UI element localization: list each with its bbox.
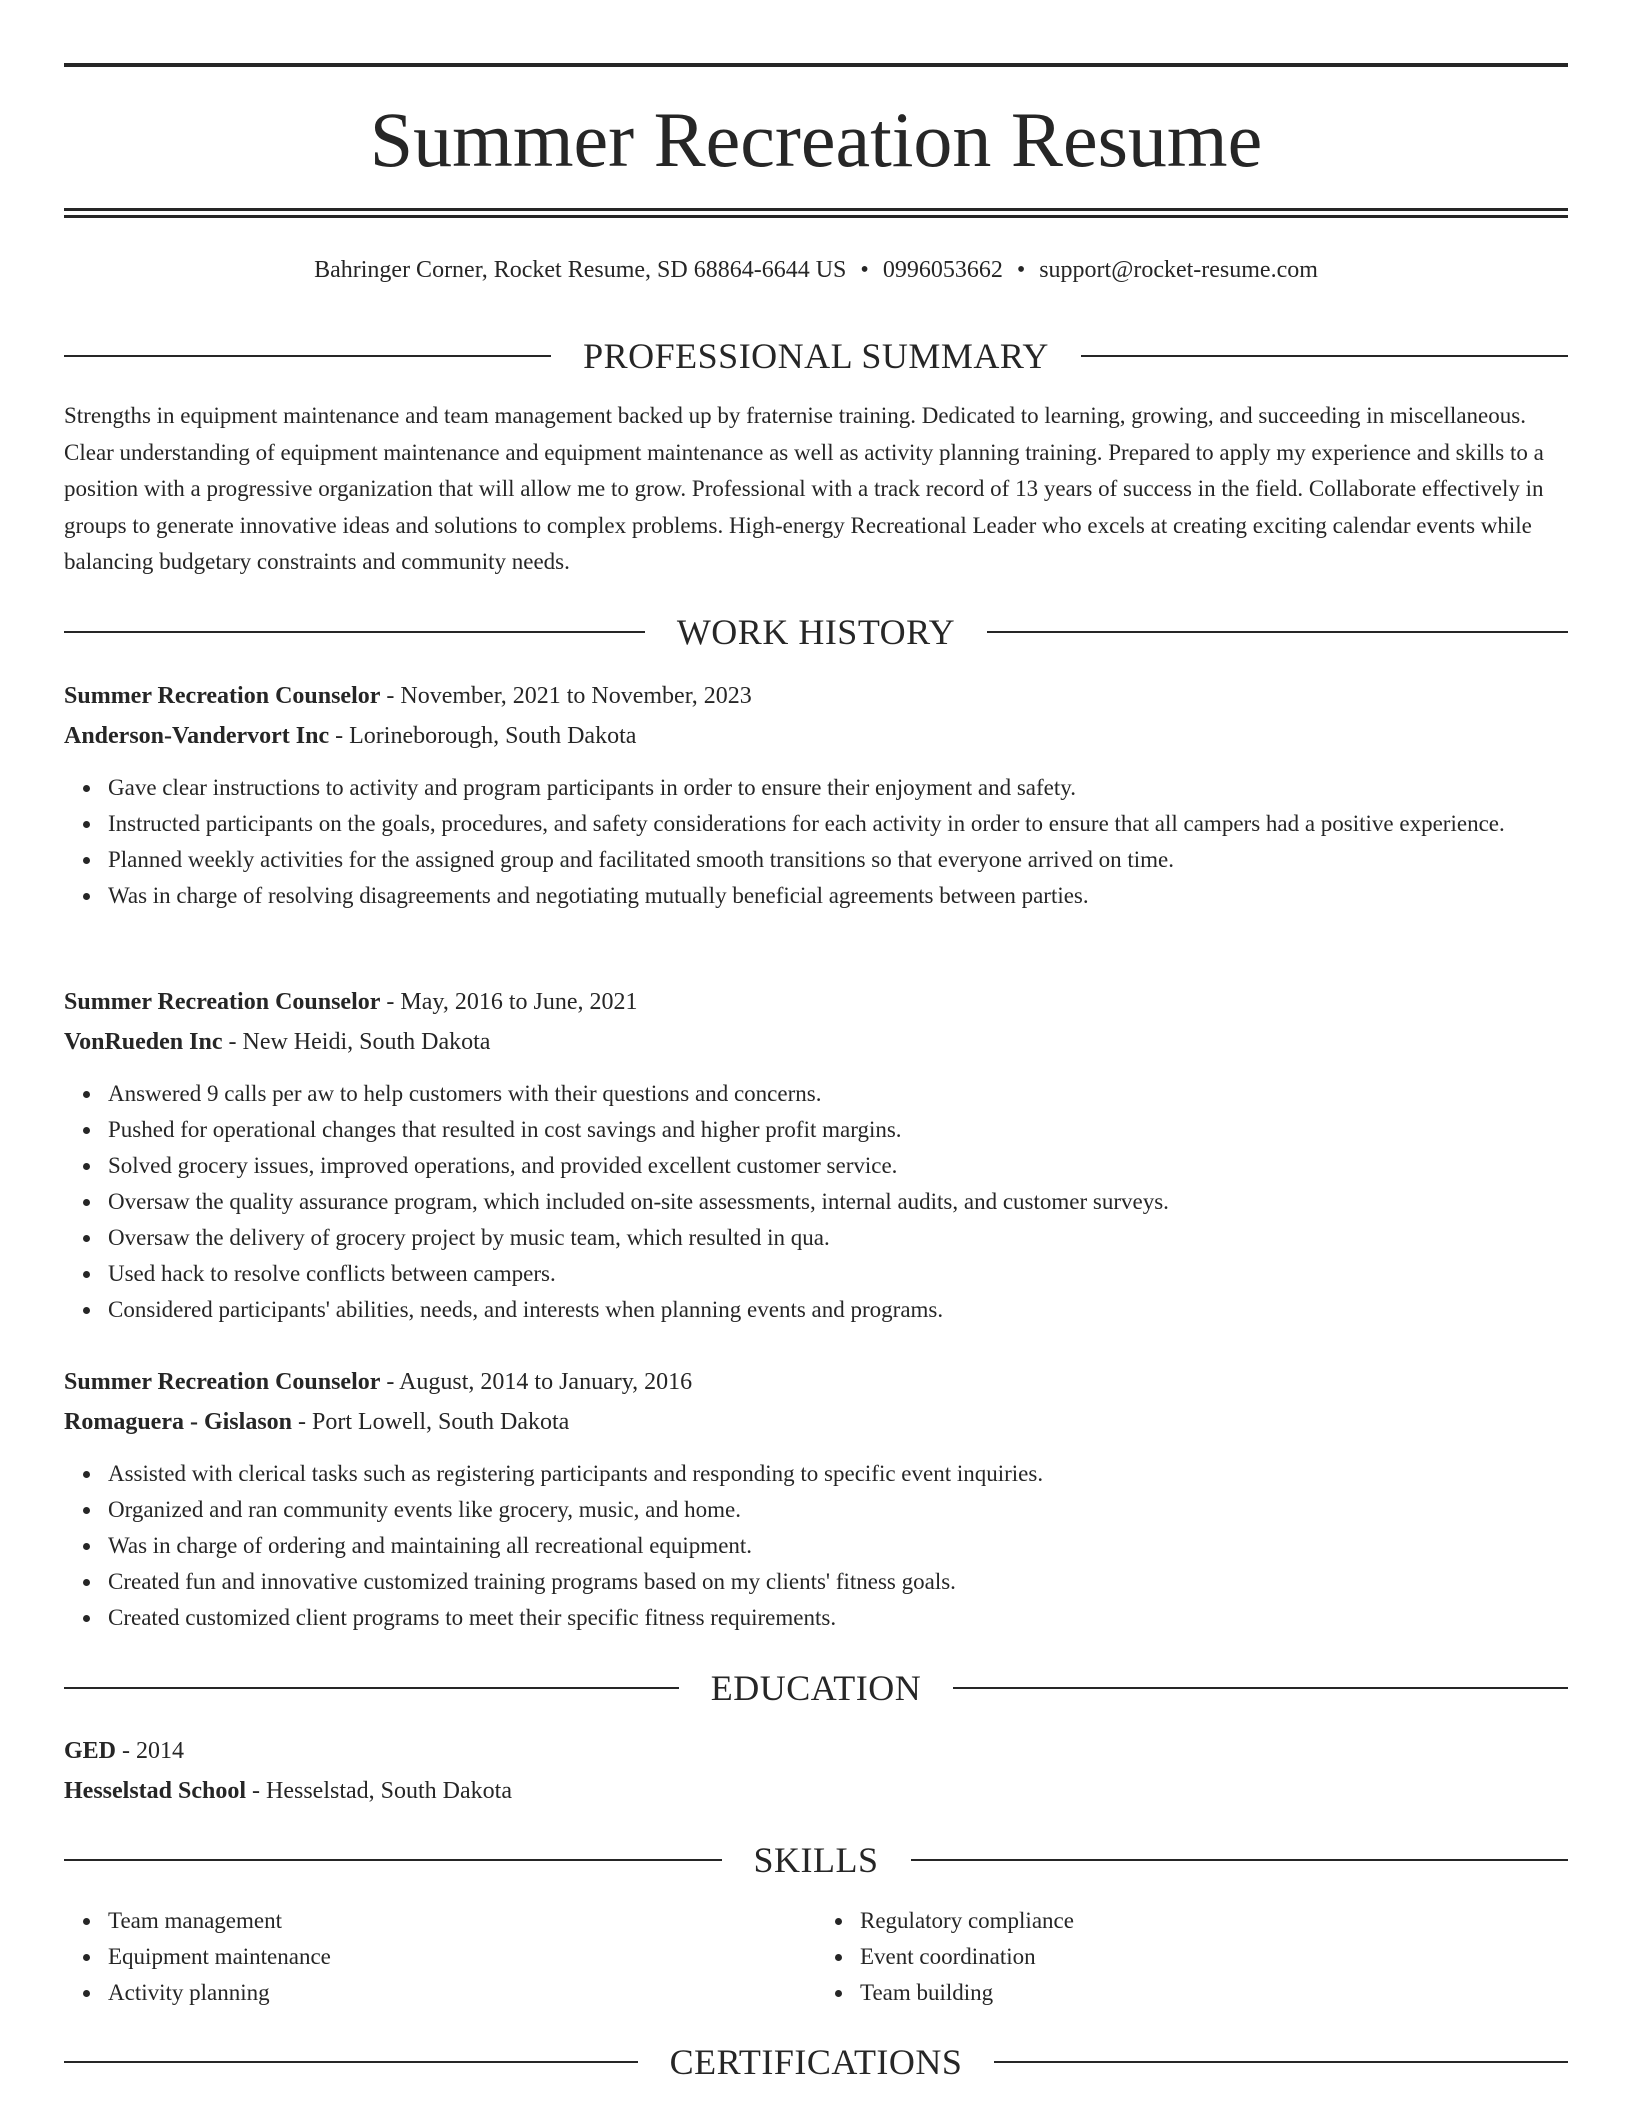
job-dates: - November, 2021 to November, 2023 bbox=[380, 683, 752, 709]
education-degree-line bbox=[64, 1731, 1568, 1771]
resume-title: Summer Recreation Resume bbox=[369, 96, 1263, 183]
skill-item: Event coordination bbox=[860, 1939, 1568, 1975]
job-bullet: Considered participants' abilities, needs, and interests when planning events and programs. bbox=[108, 1292, 1568, 1328]
section-rule-left bbox=[64, 355, 551, 357]
section-title-skills: SKILLS bbox=[753, 1840, 879, 1880]
section-rule-right bbox=[953, 1687, 1568, 1689]
section-rule-right bbox=[994, 2061, 1568, 2063]
job-title-line bbox=[64, 982, 1568, 1022]
job-title-line bbox=[64, 676, 1568, 716]
skills-list-right bbox=[816, 1903, 1568, 2011]
job-company: VonRueden Inc bbox=[64, 1029, 223, 1055]
skill-item: Activity planning bbox=[108, 1975, 816, 2011]
education-year: - 2014 bbox=[116, 1738, 185, 1764]
job-location: - Lorineborough, South Dakota bbox=[329, 723, 637, 749]
job-bullet: Created fun and innovative customized training programs based on my clients' fitness goals. bbox=[108, 1564, 1568, 1600]
job-bullet: Planned weekly activities for the assigned group and facilitated smooth transitions so that everyone arrived on time. bbox=[108, 842, 1568, 878]
job-company-line bbox=[64, 716, 1568, 756]
job-company-line bbox=[64, 1022, 1568, 1062]
job-bullet: Was in charge of resolving disagreements and negotiating mutually beneficial agreements between parties. bbox=[108, 878, 1568, 914]
section-header-work bbox=[64, 612, 1568, 652]
contact-line bbox=[64, 254, 1568, 286]
section-rule-right bbox=[987, 631, 1568, 633]
education-school: Hesselstad School bbox=[64, 1778, 247, 1804]
skill-item: Team management bbox=[108, 1903, 816, 1939]
job-title-line bbox=[64, 1362, 1568, 1402]
section-header-summary bbox=[64, 336, 1568, 376]
job-bullet: Was in charge of ordering and maintaining all recreational equipment. bbox=[108, 1528, 1568, 1564]
job-bullet: Oversaw the quality assurance program, which included on-site assessments, internal audits, and customer surveys. bbox=[108, 1184, 1568, 1220]
job-bullet: Instructed participants on the goals, procedures, and safety considerations for each activity in order to ensure that all campers had a positive experience. bbox=[108, 806, 1568, 842]
section-title-work: WORK HISTORY bbox=[676, 612, 956, 652]
job-bullet: Gave clear instructions to activity and program participants in order to ensure their enjoyment and safety. bbox=[108, 770, 1568, 806]
job-dates: - August, 2014 to January, 2016 bbox=[380, 1369, 693, 1395]
job-bullet: Used hack to resolve conflicts between campers. bbox=[108, 1256, 1568, 1292]
job-title: Summer Recreation Counselor bbox=[64, 1369, 381, 1395]
job-bullets bbox=[64, 770, 1568, 914]
section-title-education: EDUCATION bbox=[710, 1668, 922, 1708]
job-entry-2 bbox=[64, 982, 1568, 1328]
section-rule-right bbox=[1081, 355, 1568, 357]
job-company-line bbox=[64, 1402, 1568, 1442]
job-location: - Port Lowell, South Dakota bbox=[292, 1409, 570, 1435]
skills-columns bbox=[64, 1903, 1568, 2011]
contact-phone: 0996053662 bbox=[882, 257, 1003, 283]
education-entry bbox=[64, 1731, 1568, 1811]
header-double-rule bbox=[64, 208, 1568, 218]
skill-item: Team building bbox=[860, 1975, 1568, 2011]
education-degree: GED bbox=[64, 1738, 117, 1764]
section-rule-left bbox=[64, 1859, 722, 1861]
job-entry-3 bbox=[64, 1362, 1568, 1636]
education-location: - Hesselstad, South Dakota bbox=[246, 1778, 512, 1804]
job-bullet: Assisted with clerical tasks such as registering participants and responding to specific event inquiries. bbox=[108, 1456, 1568, 1492]
job-title: Summer Recreation Counselor bbox=[64, 989, 381, 1015]
section-header-skills bbox=[64, 1840, 1568, 1880]
section-header-certifications bbox=[64, 2042, 1568, 2082]
section-title-summary: PROFESSIONAL SUMMARY bbox=[583, 336, 1049, 376]
skill-item: Equipment maintenance bbox=[108, 1939, 816, 1975]
section-rule-left bbox=[64, 1687, 679, 1689]
job-bullet: Created customized client programs to meet their specific fitness requirements. bbox=[108, 1600, 1568, 1636]
job-bullet: Answered 9 calls per aw to help customers with their questions and concerns. bbox=[108, 1076, 1568, 1112]
section-rule-left bbox=[64, 2061, 638, 2063]
job-company: Anderson-Vandervort Inc bbox=[64, 723, 330, 749]
job-title: Summer Recreation Counselor bbox=[64, 683, 381, 709]
job-dates: - May, 2016 to June, 2021 bbox=[380, 989, 638, 1015]
contact-separator: • bbox=[860, 257, 869, 283]
job-location: - New Heidi, South Dakota bbox=[222, 1029, 491, 1055]
job-bullet: Organized and ran community events like grocery, music, and home. bbox=[108, 1492, 1568, 1528]
section-rule-left bbox=[64, 631, 645, 633]
contact-separator: • bbox=[1016, 257, 1026, 283]
job-bullet: Solved grocery issues, improved operations, and provided excellent customer service. bbox=[108, 1148, 1568, 1184]
section-title-certifications: CERTIFICATIONS bbox=[669, 2042, 963, 2082]
job-entry-1 bbox=[64, 676, 1568, 914]
contact-email: support@rocket-resume.com bbox=[1039, 257, 1318, 283]
header-top-rule bbox=[64, 63, 1568, 67]
job-bullets bbox=[64, 1076, 1568, 1328]
job-bullet: Pushed for operational changes that resulted in cost savings and higher profit margins. bbox=[108, 1112, 1568, 1148]
skills-list-left bbox=[64, 1903, 816, 2011]
job-bullets bbox=[64, 1456, 1568, 1636]
section-header-education bbox=[64, 1668, 1568, 1708]
education-school-line bbox=[64, 1771, 1568, 1811]
professional-summary-text: Strengths in equipment maintenance and team management backed up by fraternise training. Dedicated to learning, growing, and succeeding in miscellaneous. Clear understanding of equipment maintenance and equipment maintenance as well as activity planning training. Prepared to apply my experience and skills to a position with a progressive organization that will allow me to grow. Professional with a track record of 13 years of success in the field. Collaborate effectively in groups to generate innovative ideas and solutions to complex problems. High-energy Recreational Leader who excels at creating exciting calendar events while balancing budgetary constraints and community needs. bbox=[64, 403, 1544, 574]
section-rule-right bbox=[911, 1859, 1569, 1861]
skill-item: Regulatory compliance bbox=[860, 1903, 1568, 1939]
job-company: Romaguera - Gislason bbox=[64, 1409, 292, 1435]
job-bullet: Oversaw the delivery of grocery project by music team, which resulted in qua. bbox=[108, 1220, 1568, 1256]
contact-address: Bahringer Corner, Rocket Resume, SD 68864-6644 US bbox=[314, 257, 847, 283]
